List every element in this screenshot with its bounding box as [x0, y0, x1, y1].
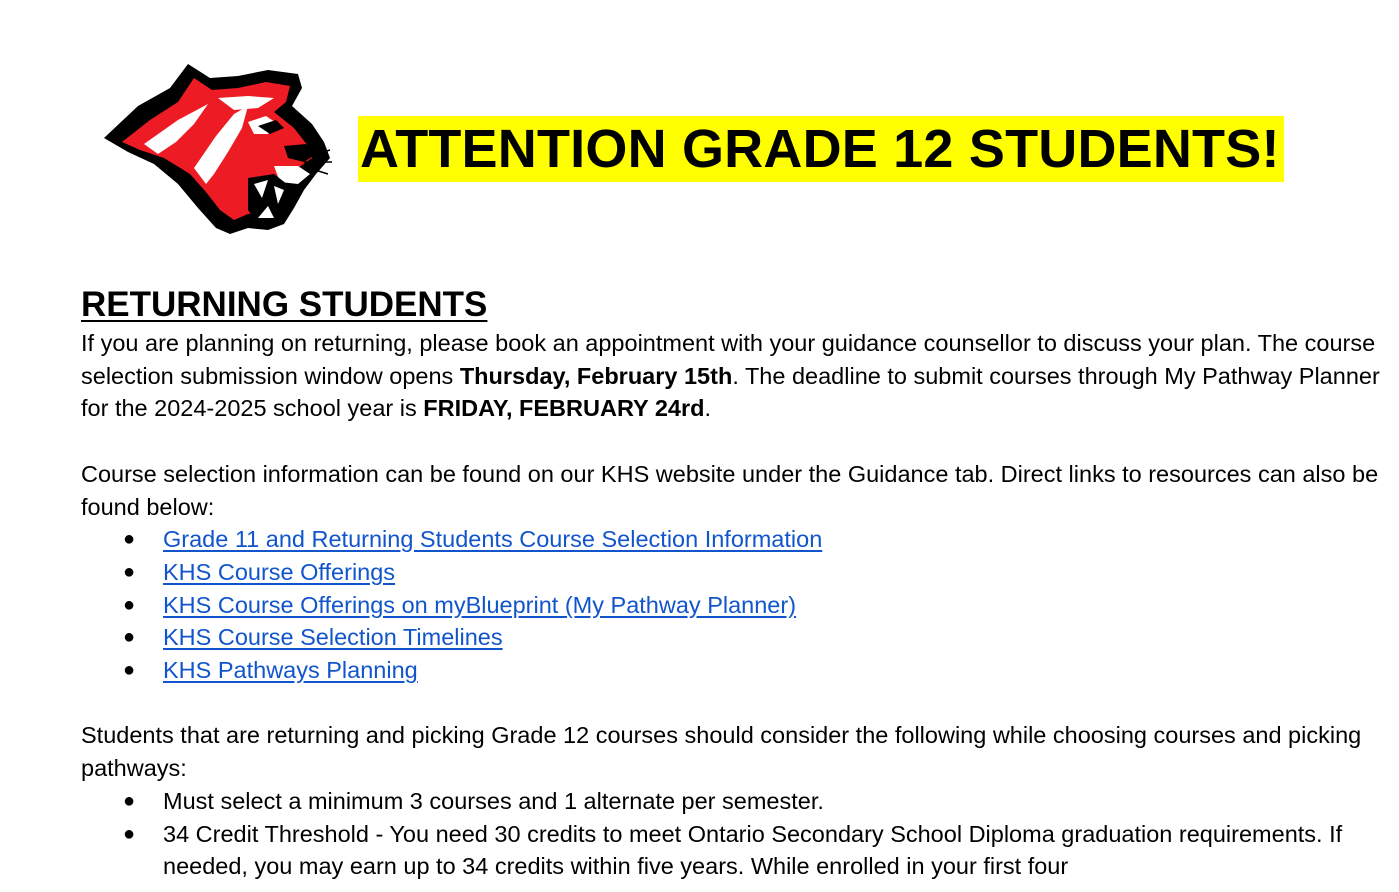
consideration-minimum-courses: Must select a minimum 3 courses and 1 alternate per semester. — [163, 787, 824, 814]
intro-text-c: . — [704, 395, 711, 422]
list-item — [81, 589, 1381, 622]
bullet-icon: ● — [123, 593, 136, 616]
course-info-paragraph: Course selection information can be found on our KHS website under the Guidance tab. Direct links to resources can also be found below: — [81, 460, 1379, 520]
intro-text-b: . The deadline to submit courses through My Pathway Planner for the 2024-2025 school year is — [81, 362, 1380, 422]
bullet-icon: ● — [123, 528, 136, 551]
cougar-mascot-logo-icon — [98, 58, 334, 240]
returning-intro-paragraph — [81, 327, 1381, 425]
paragraph-spacer — [81, 687, 1381, 720]
paragraph-spacer — [81, 425, 1381, 458]
bullet-icon: ● — [123, 659, 136, 682]
intro-text-a: If you are planning on returning, please book an appointment with your guidance counsellor to discuss your plan. The course selection submission window opens — [81, 330, 1376, 389]
bullet-icon: ● — [123, 626, 136, 649]
list-item — [81, 818, 1381, 883]
considerations-list — [81, 785, 1381, 883]
submission-deadline-date: FRIDAY, FEBRUARY 24rd — [423, 395, 705, 422]
bullet-icon: ● — [123, 822, 136, 845]
link-grade11-returning-info[interactable]: Grade 11 and Returning Students Course Selection Information — [163, 526, 823, 553]
list-item — [81, 654, 1381, 687]
grade12-considerations-paragraph: Students that are returning and picking Grade 12 courses should consider the following while choosing courses and picking pathways: — [81, 722, 1362, 782]
consideration-credit-threshold: 34 Credit Threshold - You need 30 credits to meet Ontario Secondary School Diploma graduation requirements. If needed, you may earn up to 34 credits within five years. While enrolled in your first four — [163, 820, 1343, 880]
bullet-icon: ● — [123, 789, 136, 812]
page-title-banner: ATTENTION GRADE 12 STUDENTS! — [358, 116, 1284, 182]
resource-links-list — [81, 523, 1381, 687]
bullet-icon: ● — [123, 560, 136, 583]
link-pathways-planning[interactable]: KHS Pathways Planning — [163, 657, 418, 684]
link-khs-course-offerings[interactable]: KHS Course Offerings — [163, 558, 396, 585]
link-course-offerings-myblueprint[interactable]: KHS Course Offerings on myBlueprint (My Pathway Planner) — [163, 591, 797, 618]
section-heading-returning-students: RETURNING STUDENTS — [81, 285, 488, 324]
list-item — [81, 621, 1381, 654]
list-item — [81, 523, 1381, 556]
submission-window-date: Thursday, February 15th — [459, 362, 733, 389]
list-item — [81, 556, 1381, 589]
document-body — [81, 283, 1381, 883]
list-item — [81, 785, 1381, 818]
link-course-selection-timelines[interactable]: KHS Course Selection Timelines — [163, 624, 503, 651]
